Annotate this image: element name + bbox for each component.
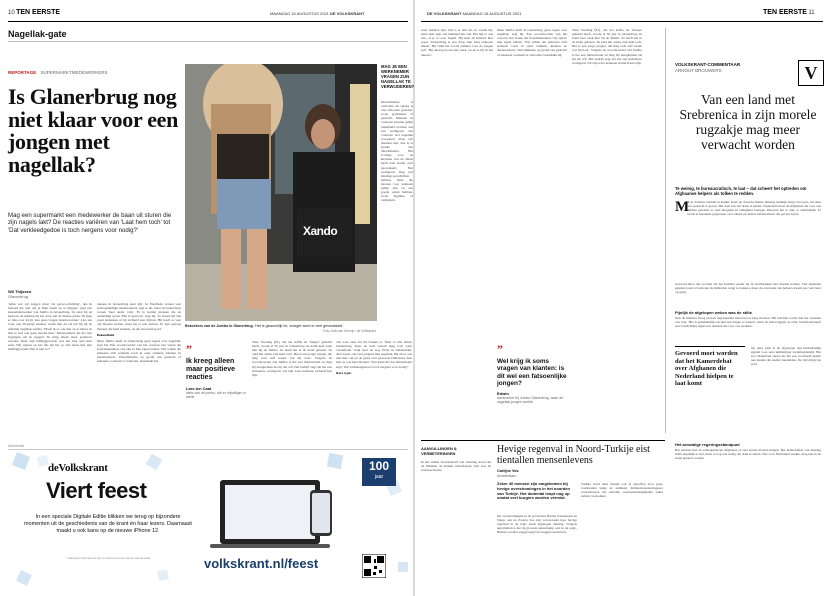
right-page-header xyxy=(763,9,815,31)
kicker-sub: SUPERMARKTMEDEWERKERS xyxy=(40,70,108,75)
photo-caption xyxy=(185,324,377,328)
column-divider xyxy=(665,28,666,433)
date-line: MAANDAG 16 AUGUSTUS 2021 xyxy=(270,11,329,16)
bag-logo: Xando xyxy=(303,224,338,238)
article2-rule xyxy=(421,440,665,441)
kicker-label: REPORTAGE xyxy=(8,70,37,75)
commentary-v-logo: V xyxy=(798,60,824,86)
article2-body-2: Turkije werd deze maand ook al getroffen door grote bosbranden langs de zuidkust. Klimaatwetenschappers waarschuwen dat extreme weersomstandigheden vaker zullen voorkomen. xyxy=(581,482,663,499)
caption-quote: 'Het is gewoonlijk hè, vroeger werd er veel gesmokkeld.' xyxy=(254,324,344,328)
badge-word: jaar xyxy=(374,474,384,480)
quote-mark-icon: ” xyxy=(497,342,503,356)
ad-url[interactable]: volkskrant.nl/feest xyxy=(204,556,319,571)
section-label: TEN EERSTE xyxy=(763,9,807,16)
commentary-body-e: Het kabinet had de achtergebleven Afghanen al veel eerder moeten helpen. Het Kamerdebat van dinsdag komt eigenlijk te laat, maar is nog wel nodig om druk te zetten. Wie voor Nederland werkte, mag niet in de steek gelaten worden. xyxy=(675,448,821,461)
article2-author: Carlijne Vos xyxy=(497,469,519,473)
quote-2-role: werknemer bij Jumbo Glanerbrug, waar de nagellak-jongen werkte xyxy=(497,395,564,404)
paper-name: DE VOLKSKRANT xyxy=(427,11,462,16)
caption-text: Bezoekers van de Jumbo in Glanerbrug. xyxy=(185,324,254,328)
quote-1-role: slets van de jumbo, die er vrijwilliger in werkt xyxy=(186,391,246,399)
sidebar-title: MAG JE EEN WERKNEMER VRAGEN ZIJN NAGELLAK TE VERWIJDEREN? xyxy=(381,64,414,89)
phone-image xyxy=(310,490,332,536)
article2-place: Amsterdam xyxy=(497,473,517,478)
body-text: van Cast zien dat hij bomen is. 'Daar is niet alleen Glanerbrug, maar de hele wereld mag toch weer veranderen.' Kijk naar de Gay Pride in Amsterdam, daar lopen ook veel jongens met nagellak. Hij zit er ook niet mee. 'Als je de grens over gaat naar Duitsland, daar zijn ze ook heel modern.' Een klant die net binnenkomt zegt: 'Dat verkleedgedoe is toch nergens voor nodig?' xyxy=(336,340,412,369)
article2-lead: Zeker 40 mensen zijn omgekomen bij hevige overstromingen in het noorden van Turkije. Het dodental loopt nog op omdat veel burgers worden vermist. xyxy=(497,481,570,501)
topic-title: Nagellak-gate xyxy=(8,29,67,39)
commentary-subhead: Pijnlijk de afgelopen weken was de stilte xyxy=(675,310,752,315)
photo-credit: Foto Joris van Gennip / de Volkskrant xyxy=(323,329,376,333)
topic-rule xyxy=(8,41,408,42)
commentary-body-b: Gevoerd moet dus worden dat het Kabinet eerder uit de startblokken had moeten komen. Vier maanden geleden werd al besloten de militairen terug te trekken, maar de evacuatie van helpers kwam pas veel later op gang. xyxy=(675,282,821,295)
quote-block-2 xyxy=(497,340,567,410)
body-text: Maar Jumbo heeft in Glanerbrug geen regels over nagellak, zegt hij. Een woordvoerder van het concern laat weten dat franchisenemers vrij zijn in hun eigen beleid. 'Wij willen dat iedereen zich welkom voelt in onze winkels, klanten en medewerkers.' Discriminatie op grond van geslacht of seksuele voorkeur is verboden, benadrukt hij. xyxy=(497,28,567,57)
body-column-2 xyxy=(97,302,181,440)
article2-body: De overstromingen in de provincies Bartin, Kastamonu en Sinop, aan de Zwarte Zee zijn veroorzaakt door hevige regenval in de regio sinds afgelopen dinsdag. Volgens autoriteiten is het de grootste natuurramp ooit in de regio. Huizen werden weggevaagd en bruggen stortten in. xyxy=(497,514,577,535)
article2-byline xyxy=(497,469,519,478)
commentary-header xyxy=(675,62,740,74)
right-page xyxy=(415,0,829,596)
left-page-header xyxy=(8,9,60,31)
body-column-6 xyxy=(497,28,567,333)
commentary-body-a: et de Taliban rondom in Kabul, komt de Tweede Kamer dinsdag tijdelijk terug van reces om deze een opdracht te geven. Het doel van dat debat is helder: Nederland moet de Afghanen die voor ons hebben gewerkt zo snel mogelijk in veiligheid brengen. Hoeveel het er zijn, is onduidelijk. Er wordt al maanden gesproken over tolken en andere medewerkers die gevaar lopen. xyxy=(687,200,821,217)
ad-body: In een speciale Digitale Editie blikken we terug op bijzondere momenten uit de geschiedenis van de krant én haar lezers. Daarnaast maakt u ook kans op de nieuwe iPhone 12. xyxy=(24,514,192,534)
laptop-screen xyxy=(225,485,315,539)
subhead: Rare types xyxy=(336,370,352,375)
subhead: Bekendheid xyxy=(97,332,115,337)
photo-illustration xyxy=(185,64,377,321)
left-page xyxy=(0,0,414,596)
left-date-line xyxy=(270,11,365,33)
quote-2: Wel krijg ik soms vragen van klanten: is dit wel een fatsoenlijke jongen? xyxy=(497,358,567,388)
quote-1-name: Lars ten Caat xyxy=(186,386,212,391)
main-photo xyxy=(185,64,377,321)
ad-label: Advertentie xyxy=(8,444,25,448)
badge-number: 100 xyxy=(368,459,390,473)
body-text: Maar Jumbo heeft in Glanerbrug geen regels over nagellak, zegt hij. Een woordvoerder van het concern laat weten dat franchisenemers vrij zijn in hun eigen beleid. 'Wij willen dat iedereen zich welkom voelt in onze winkels, klanten en medewerkers.' Discriminatie op grond van geslacht of seksuele voorkeur is verboden, benadrukt hij. xyxy=(97,338,181,364)
author-place: Glanerbrug xyxy=(8,294,29,299)
drop-cap: M xyxy=(675,199,690,215)
article2-headline: Hevige regenval in Noord-Turkije eist tientallen mensenlevens xyxy=(497,444,650,466)
header-rule xyxy=(421,21,823,22)
quote-1: Ik kreeg alleen maar positieve reacties xyxy=(186,358,236,381)
page-number: 11 xyxy=(808,10,815,16)
advertisement xyxy=(8,452,412,596)
body-column-1 xyxy=(8,302,92,440)
body-text: dennen in Glanerbrug kent mij'. In Enschede wonen veel homogamelijke medewerkers, legt er uit, maar in Glanerbrug wonen 'heel ander volk'. Er is weinig mensen die en aanleiding geven 'Het is gewoon', zegt hij. Zo moest hij dus goed nadenken of hij zichzelf kon blijven. Hij heeft er veel om moeten lachen, maar hij is ook serieus. Er zijn genoeg mensen die hem steunen, en dat doet hem goed. xyxy=(97,302,181,331)
commentary-body-c: Ook de minister Kaag en haar departement lieten het te lang afweten. Het Kabinet wacht met het verlenen van visa. 'Het is gemakkelijk om met een vinger te wijzen', maar de feiten liggen op tafel. Nederland heeft een verplichting tegenover mensen die voor ons werkten. xyxy=(675,316,821,329)
commentary-lead: Te weinig, te bureaucratisch, te laat – dat scheert het optreden om Afghaanse helpers als tolken te redden. xyxy=(675,186,807,196)
body-text: Thea Veerling (81), die net koffie en 'frietjes' gehaald heeft, woont al 50 jaar in Glanerbrug en komt heel vaak hier bij de Jumbo. Ze heeft het in de krant gelezen. 'Ik vind het onzin, laat hem toch. Het is een jonge jongen, die mag toch zelf weten wat hij doet.' Volgens de woordvoerder van Jumbo is het een misverstand en mag hij terugkomen als hij dat wil. Het bedrijf zegt dat het een inclusieve werkgever wil zijn waar iedereen zichzelf kan zijn. xyxy=(252,340,332,377)
ad-brand: deVolkskrant xyxy=(48,462,108,474)
quote-block-1 xyxy=(186,340,250,435)
kicker xyxy=(8,70,107,75)
article2-label: AANVULLINGEN & VERBETERINGEN xyxy=(421,446,457,456)
anniversary-badge xyxy=(362,458,396,486)
laptop-image xyxy=(220,480,320,544)
ad-footnote: * Geldt geen abonnee is zijn om deel te kunnen nemen aan de actie xyxy=(65,556,151,560)
article2-intro: In het artikel 'Grensbeleid' van zaterdag stond dat de Minister de Kamer informeerde. Dat was de staatssecretaris. xyxy=(421,460,491,473)
author-name: Wil Thijssen xyxy=(8,289,32,294)
byline xyxy=(8,289,31,299)
column-author: ARNOUT BROUWERS xyxy=(675,68,722,73)
qr-code-icon xyxy=(362,554,386,578)
section-label: TEN EERSTE xyxy=(16,9,61,16)
ad-rule xyxy=(8,449,408,450)
body-column-5 xyxy=(421,28,493,398)
pull-quote-rule xyxy=(675,346,745,347)
body-text: Thea Veerling (81), die net koffie en 'frietjes' gehaald heeft, woont al 50 jaar in Glanerbrug en komt heel vaak hier bij de Jumbo. Ze heeft het in de krant gelezen. 'Ik vind het onzin, laat hem toch. Het is een jonge jongen, die mag toch zelf weten wat hij doet.' Volgens de woordvoerder van Jumbo is het een misverstand en mag hij terugkomen als hij dat wil. Het bedrijf zegt dat het een inclusieve werkgever wil zijn waar iedereen zichzelf kan zijn. xyxy=(572,28,642,65)
commentary-headline: Van een land met Srebrenica in zijn morele rugzakje mag meer verwacht worden xyxy=(679,92,817,152)
body-column-7 xyxy=(572,28,642,433)
phone-screen xyxy=(312,493,330,533)
pull-quote: Gevoerd moet worden dat het Kamerdebat over Afghanen die Nederland hielpen te laat komt xyxy=(675,350,738,388)
body-text: 'Alles wat wij zeggen moet via persvoorlichting', dus ik behoud me niet om je mijn naam op te krijgen', zegt een kassamedewerker van Jumbo in Glanerbrug. Ze staat bij de kassa in de kantine bij het dorp aan de Duitse grens. 'Ik mag er niks over kwijt, kan geen vragen beantwoorden.' Lars ten Caat, een 20-jarige student, werkt hier en zei dat hij bij de afdeling nagellak werkte. 'Hoeft ik er ook niet op te letten, ik heb er zelf ook geen moeite mee.' Medewerkers die het niet begrijpen wil ik zeggen: 'Ik krijg alleen maar positieve reacties' maar zijn leidinggevende was het daar niet mee eens. Wij wijzen op het feit dat hij op zijn beurt met zijn leidinggevende 'Het is niet zo?' xyxy=(8,302,92,352)
body-text: weer behalve zijn. Dat is er niet uit, zo vertelt hij, maar daar zegt ook niemand iets van. Het ligt er ook aan, of je er over begint. Hij kent de klanten hier goed. 'Glanerbrug is een dorp, hier kent iedereen elkaar.' Hij vindt het vooral jammer voor de jongen zelf. 'Hij deed gewoon zijn werk, en nu is hij in het nieuws.' xyxy=(421,28,493,57)
column-label: VOLKSKRANT-COMMENTAAR xyxy=(675,62,741,67)
header-rule xyxy=(8,21,408,22)
body-column-4 xyxy=(336,340,412,440)
body-column-3 xyxy=(252,340,332,440)
quote-2-name: Edwin xyxy=(497,390,509,396)
quote-mark-icon: ” xyxy=(186,342,192,356)
page-number: 10 xyxy=(8,10,15,16)
ad-title: Viert feest xyxy=(46,478,147,503)
paper-name: DE VOLKSKRANT xyxy=(330,11,365,16)
intro: Mag een supermarkt een medewerker de baan uit sturen die zijn nagels lakt? De reacties variëren van 'Laat hem toch' tot 'Dat verkleedgedoe is toch nergens voor nodig?' xyxy=(8,212,172,234)
date-line: MAANDAG 16 AUGUSTUS 2021 xyxy=(462,11,522,16)
headline: Is Glanerbrug nog niet klaar voor een jongen met nagellak? xyxy=(8,84,179,177)
commentary-subhead-2: Het armzalige regeringsstandpunt xyxy=(675,442,740,447)
laptop-base xyxy=(210,544,330,548)
sidebar-text: Discriminatie is verboden als sprake is van verboden gronden, zoals godsdienst of geslacht. Mannen en vrouwen moeten gelijk behandeld worden. Als een werkgever van vrouwen wel nagellak accepteert, maar van mannen niet, dan is er sprake van discriminatie. Het College voor de Rechten van de Mens heeft daar eerder over geoordeeld. Een werkgever mag wel kledingvoorschriften hebben, maar die moeten voor iedereen gelijk zijn en een goede reden hebben, zoals hygiëne of veiligheid. xyxy=(381,100,413,203)
commentary-body-d: Op deze plek is de afgelopen tijd herhaaldelijk gepleit voor een ruimhartiger toelatingsbeleid. Het zou Nederland sieren als het een voorbeeld neemt aan landen die sneller handelden. De tijd dringt nu echt. xyxy=(751,346,821,367)
